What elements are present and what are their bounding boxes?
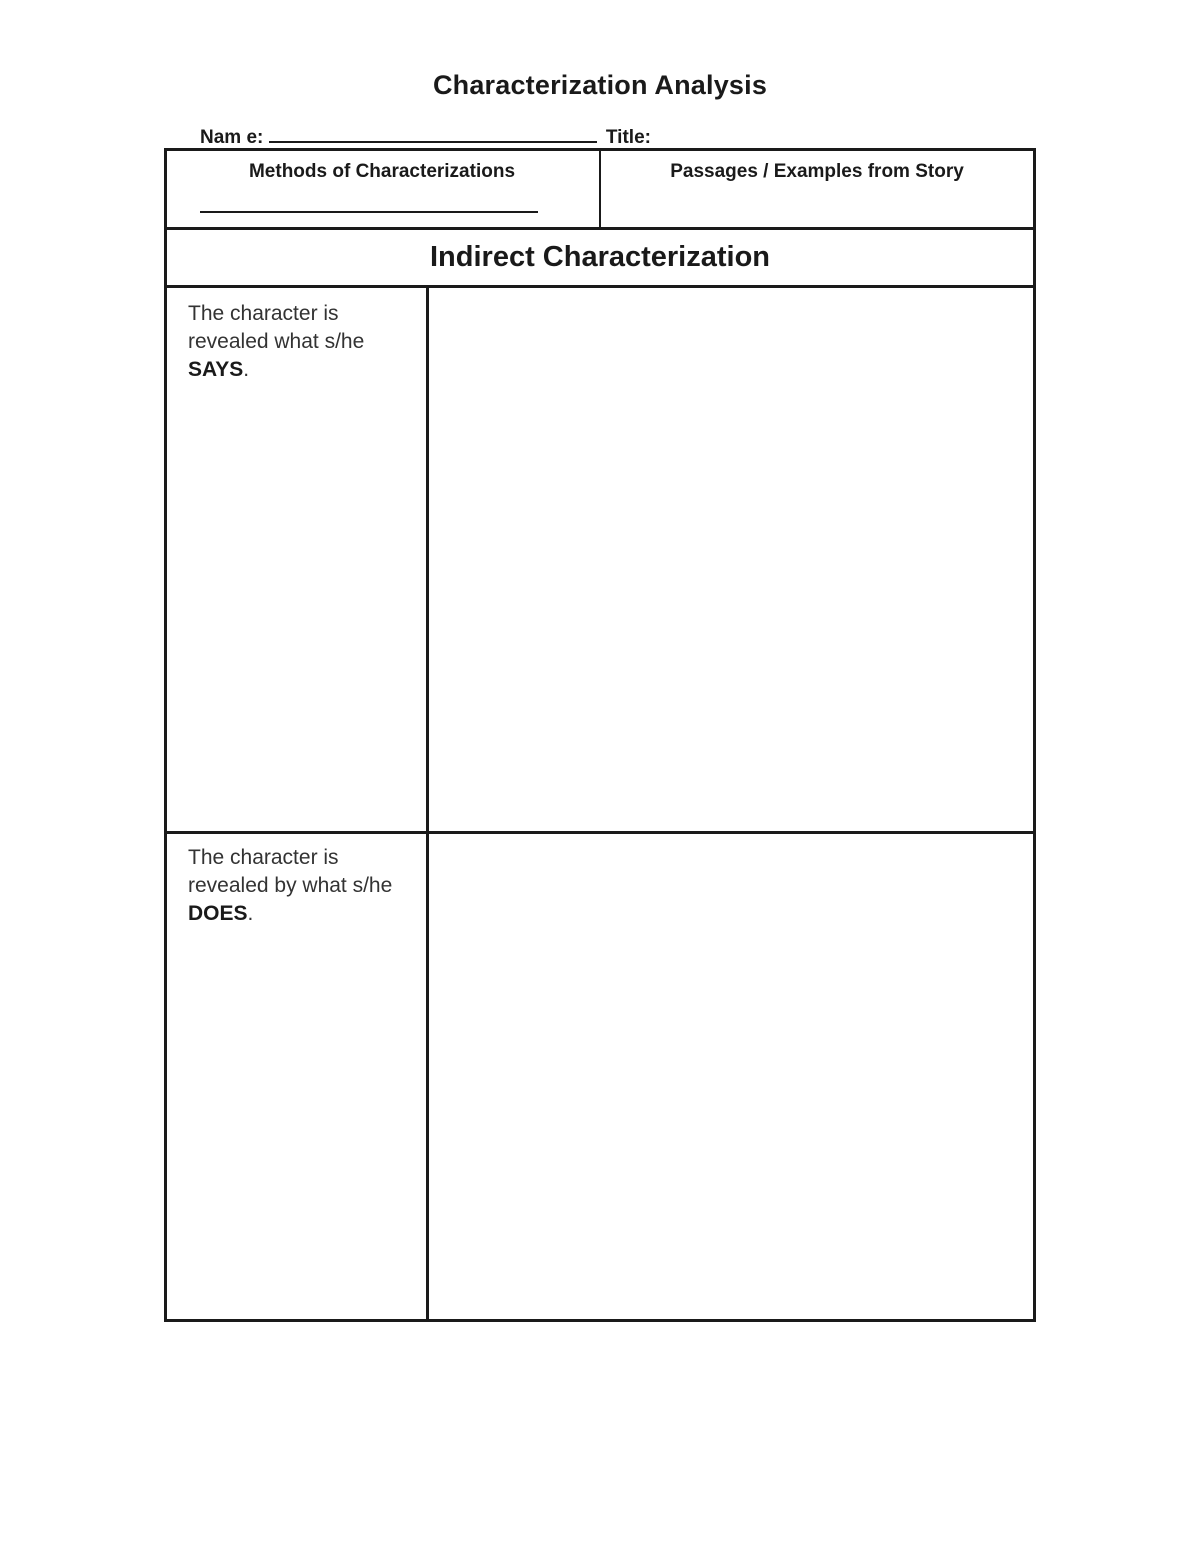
method-does: [188, 844, 418, 928]
method-does-prefix: The character is revealed by what s/he: [188, 846, 393, 897]
methods-header: Methods of Characterizations: [248, 161, 516, 182]
passages-header: Passages / Examples from Story: [670, 161, 964, 182]
title-label: Title:: [605, 127, 651, 148]
method-does-suffix: .: [247, 902, 254, 925]
passage-says-cell[interactable]: [430, 288, 1032, 831]
header-divider: [599, 148, 601, 228]
method-says-keyword: SAYS: [188, 358, 244, 381]
section-heading: Indirect Characterization: [429, 241, 771, 273]
name-field[interactable]: [269, 125, 597, 143]
table-border-right: [1033, 148, 1036, 1322]
name-title-line: [200, 125, 1020, 149]
passage-does-cell[interactable]: [430, 834, 1032, 1318]
table-border-left: [164, 148, 167, 1322]
method-says: [188, 300, 418, 384]
characterization-table: [164, 148, 1036, 1322]
page-title: Characterization Analysis: [432, 70, 768, 100]
method-says-prefix: The character is revealed what s/he: [188, 302, 365, 353]
method-does-keyword: DOES: [188, 902, 248, 925]
method-says-suffix: .: [243, 358, 250, 381]
name-label: Nam e:: [200, 127, 264, 148]
table-border-bottom: [164, 1319, 1036, 1322]
row-column-divider: [426, 287, 429, 1322]
